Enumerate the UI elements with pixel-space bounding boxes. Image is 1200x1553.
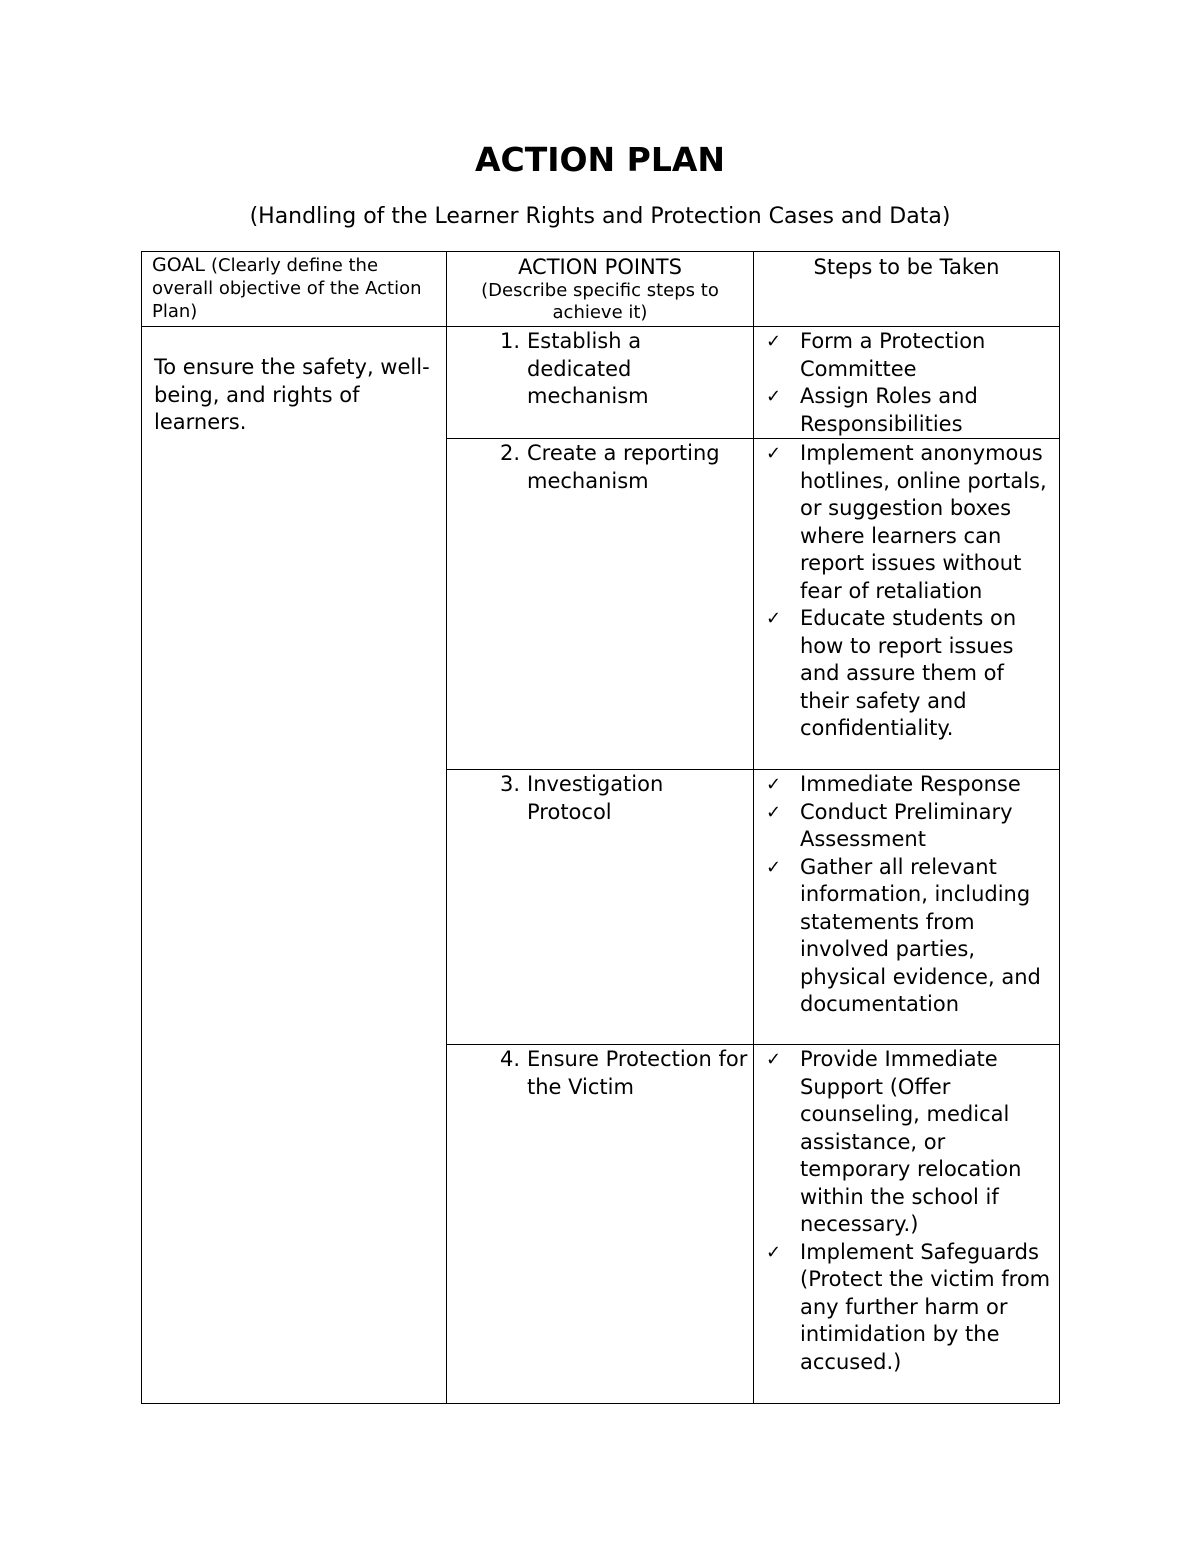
- action-points-header-label: ACTION POINTS: [518, 255, 682, 279]
- step-text: Immediate Response: [800, 772, 1021, 796]
- steps-cell: [754, 327, 1060, 439]
- action-point-text: Create a reporting mechanism: [527, 441, 720, 493]
- steps-cell: [754, 770, 1060, 1045]
- step-text: Gather all relevant information, including statements from involved parties, physical evidence, and documentation: [800, 854, 1041, 1016]
- steps-cell: [754, 1045, 1060, 1404]
- step-text: Form a Protection Committee: [800, 329, 986, 381]
- check-icon: ✓: [766, 1049, 782, 1070]
- step-item: [754, 440, 1053, 605]
- step-text: Conduct Preliminary Assessment: [800, 799, 1013, 851]
- action-point-number: 3.: [499, 772, 520, 796]
- steps-header-label: Steps to be Taken: [813, 255, 1000, 279]
- step-item: [754, 328, 1053, 383]
- action-plan-table: [141, 251, 1060, 1404]
- action-point-cell: [447, 439, 754, 770]
- action-point-text: Ensure Protection for the Victim: [527, 1047, 748, 1099]
- action-point: [447, 440, 749, 495]
- goal-header: [142, 252, 447, 327]
- check-icon: ✓: [766, 386, 782, 407]
- goal-cell: [142, 327, 447, 1404]
- step-text: Educate students on how to report issues and assure them of their safety and confidentiality.: [800, 606, 1017, 740]
- check-icon: ✓: [766, 801, 782, 823]
- steps-header: [754, 252, 1060, 327]
- step-text: Implement anonymous hotlines, online portals, or suggestion boxes where learners can report issues without fear of retaliation: [800, 441, 1047, 603]
- check-icon: ✓: [766, 331, 782, 352]
- step-text: Provide Immediate Support (Offer counseling, medical assistance, or temporary relocation within the school if necessary.): [800, 1047, 1022, 1236]
- document-subtitle: (Handling of the Learner Rights and Protection Cases and Data): [249, 204, 951, 229]
- check-icon: ✓: [766, 774, 782, 795]
- step-item: [754, 1046, 1053, 1239]
- action-point-number: 1.: [499, 329, 520, 353]
- action-point-text: Establish a dedicated mechanism: [527, 329, 649, 408]
- action-point-cell: [447, 770, 754, 1045]
- table-row: [142, 327, 1060, 439]
- step-item: [754, 771, 1053, 799]
- goal-text: To ensure the safety, well-being, and rights of learners.: [154, 355, 430, 434]
- goal-header-desc: (Clearly define the overall objective of the Action Plan): [152, 255, 422, 322]
- action-points-header-desc: (Describe specific steps to achieve it): [481, 280, 719, 323]
- check-icon: ✓: [766, 443, 782, 464]
- document-title: ACTION PLAN: [474, 140, 726, 179]
- table-header-row: [142, 252, 1060, 327]
- step-text: Assign Roles and Responsibilities: [800, 384, 978, 436]
- action-point: [447, 328, 749, 411]
- step-item: [754, 854, 1053, 1019]
- step-item: [754, 383, 1053, 438]
- action-point-text: Investigation Protocol: [527, 772, 664, 824]
- check-icon: ✓: [766, 608, 782, 629]
- step-item: [754, 1239, 1053, 1377]
- action-point-cell: [447, 1045, 754, 1404]
- action-point: [447, 1046, 749, 1101]
- check-icon: ✓: [766, 856, 782, 878]
- action-point-number: 2.: [499, 441, 520, 465]
- check-icon: ✓: [766, 1241, 782, 1263]
- goal-header-label: GOAL: [152, 254, 205, 276]
- action-point-cell: [447, 327, 754, 439]
- action-point: [447, 771, 749, 826]
- step-text: Implement Safeguards (Protect the victim from any further harm or intimidation by the accused.): [800, 1239, 1051, 1374]
- step-item: [754, 605, 1053, 743]
- action-points-header: [447, 252, 754, 327]
- action-point-number: 4.: [499, 1047, 520, 1071]
- steps-cell: [754, 439, 1060, 770]
- step-item: [754, 799, 1053, 854]
